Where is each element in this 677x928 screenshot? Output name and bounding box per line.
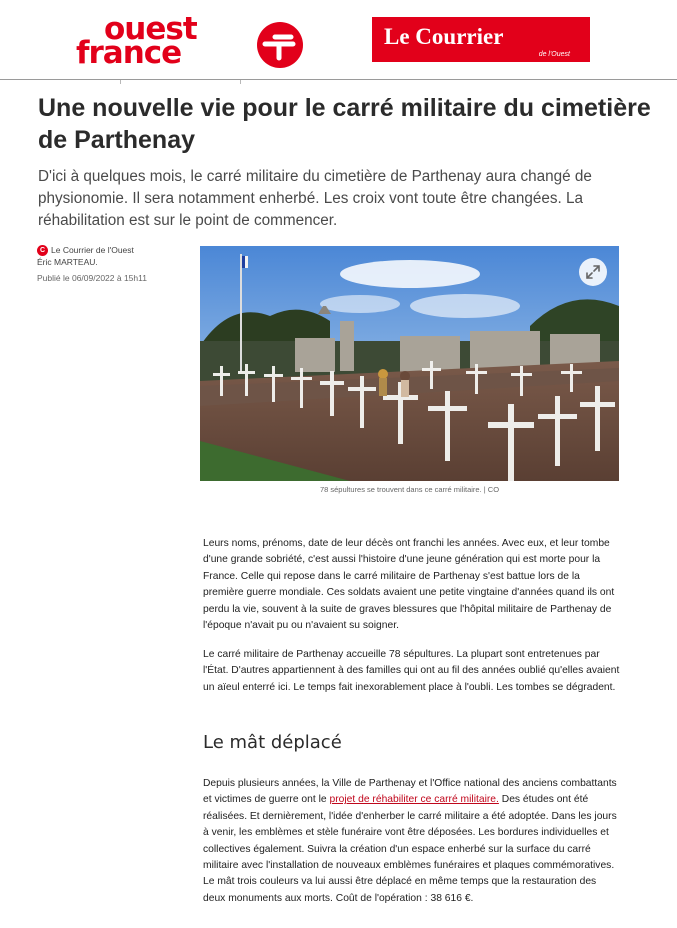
paragraph-text: Des études ont été réalisées. Et dernièrement, l'idée d'enherber le carré militaire a été adoptée. Dans les jours à venir, les emblèmes et stèle funéraire vont être déposées. Les bordures individuelles et collectives également. Suivra la création d'un espace enherbé sur la surface du carré militaire avec l'installation de nouveaux emblèmes funéraires et plaques commémoratives. Le mât trois couleurs va lui aussi être déplacé en même temps que la restauration des deux monuments aux morts. Coût de l'opération : 38 616 €. xyxy=(203,794,617,904)
header-divider xyxy=(0,79,677,80)
courrier-logo-sub: de l'Ouest xyxy=(538,51,570,58)
site-header xyxy=(0,0,677,80)
article-lead: D'ici à quelques mois, le carré militaire du cimetière de Parthenay aura changé de physionomie. Il sera notamment enherbé. Les croix vont toute être changées. La réhabilitation est sur le point de commencer. xyxy=(38,168,592,229)
article-author: Éric MARTEAU. xyxy=(37,256,98,267)
ouest-france-logo[interactable] xyxy=(76,11,336,71)
section-heading: Le mât déplacé xyxy=(203,732,342,753)
ouest-france-logo-line1: ouest xyxy=(104,11,197,47)
article-byline xyxy=(37,245,197,285)
article-photo[interactable] xyxy=(200,246,619,481)
header-divider-tick xyxy=(240,80,241,84)
courrier-de-louest-logo[interactable] xyxy=(372,17,590,62)
rehabilitation-project-link[interactable]: projet de réhabiliter ce carré militaire. xyxy=(329,794,499,806)
ouest-france-logo-mark xyxy=(257,22,303,68)
courrier-logo-main: Le Courrier xyxy=(384,24,504,49)
article-source[interactable]: Le Courrier de l'Ouest xyxy=(51,245,134,255)
article-date: Publié le 06/09/2022 à 15h11 xyxy=(37,273,147,283)
article-paragraph xyxy=(203,776,620,907)
header-divider-tick xyxy=(120,80,121,84)
article-paragraph: Leurs noms, prénoms, date de leur décès ont franchi les années. Avec eux, et leur tombe d'une grande sobriété, c'est aussi l'histoire d'une jeune génération qui est morte pour la France. Celle qui repose dans le carré militaire de Parthenay s'est battue lors de la première guerre mondiale. Ces soldats avaient une petite vingtaine d'années quand ils ont perdu la vie, souvent à la suite de graves blessures que l'hôpital militaire de Parthenay de l'époque n'avait pu ou n'avaient su soigner. xyxy=(203,538,615,632)
article-paragraph: Le carré militaire de Parthenay accueille 78 sépultures. La plupart sont entretenues par l'État. D'autres appartiennent à des familles qui ont au fil des années oublié qu'elles avaient un aïeul enterré ici. Le temps fait inexorablement place à l'oubli. Les tombes se dégradent. xyxy=(203,649,620,693)
expand-icon xyxy=(585,264,601,280)
expand-photo-button[interactable] xyxy=(579,258,607,286)
article-title: Une nouvelle vie pour le carré militaire du cimetière de Parthenay xyxy=(38,94,651,154)
ouest-france-logo-line2: france xyxy=(76,35,182,71)
paragraph-text: Depuis plusieurs années, la Ville de Parthenay et l'Office national des anciens combattants et victimes de guerre ont le xyxy=(203,778,617,806)
courrier-badge-icon: C xyxy=(37,245,48,256)
photo-caption: 78 sépultures se trouvent dans ce carré militaire. | CO xyxy=(319,485,500,494)
